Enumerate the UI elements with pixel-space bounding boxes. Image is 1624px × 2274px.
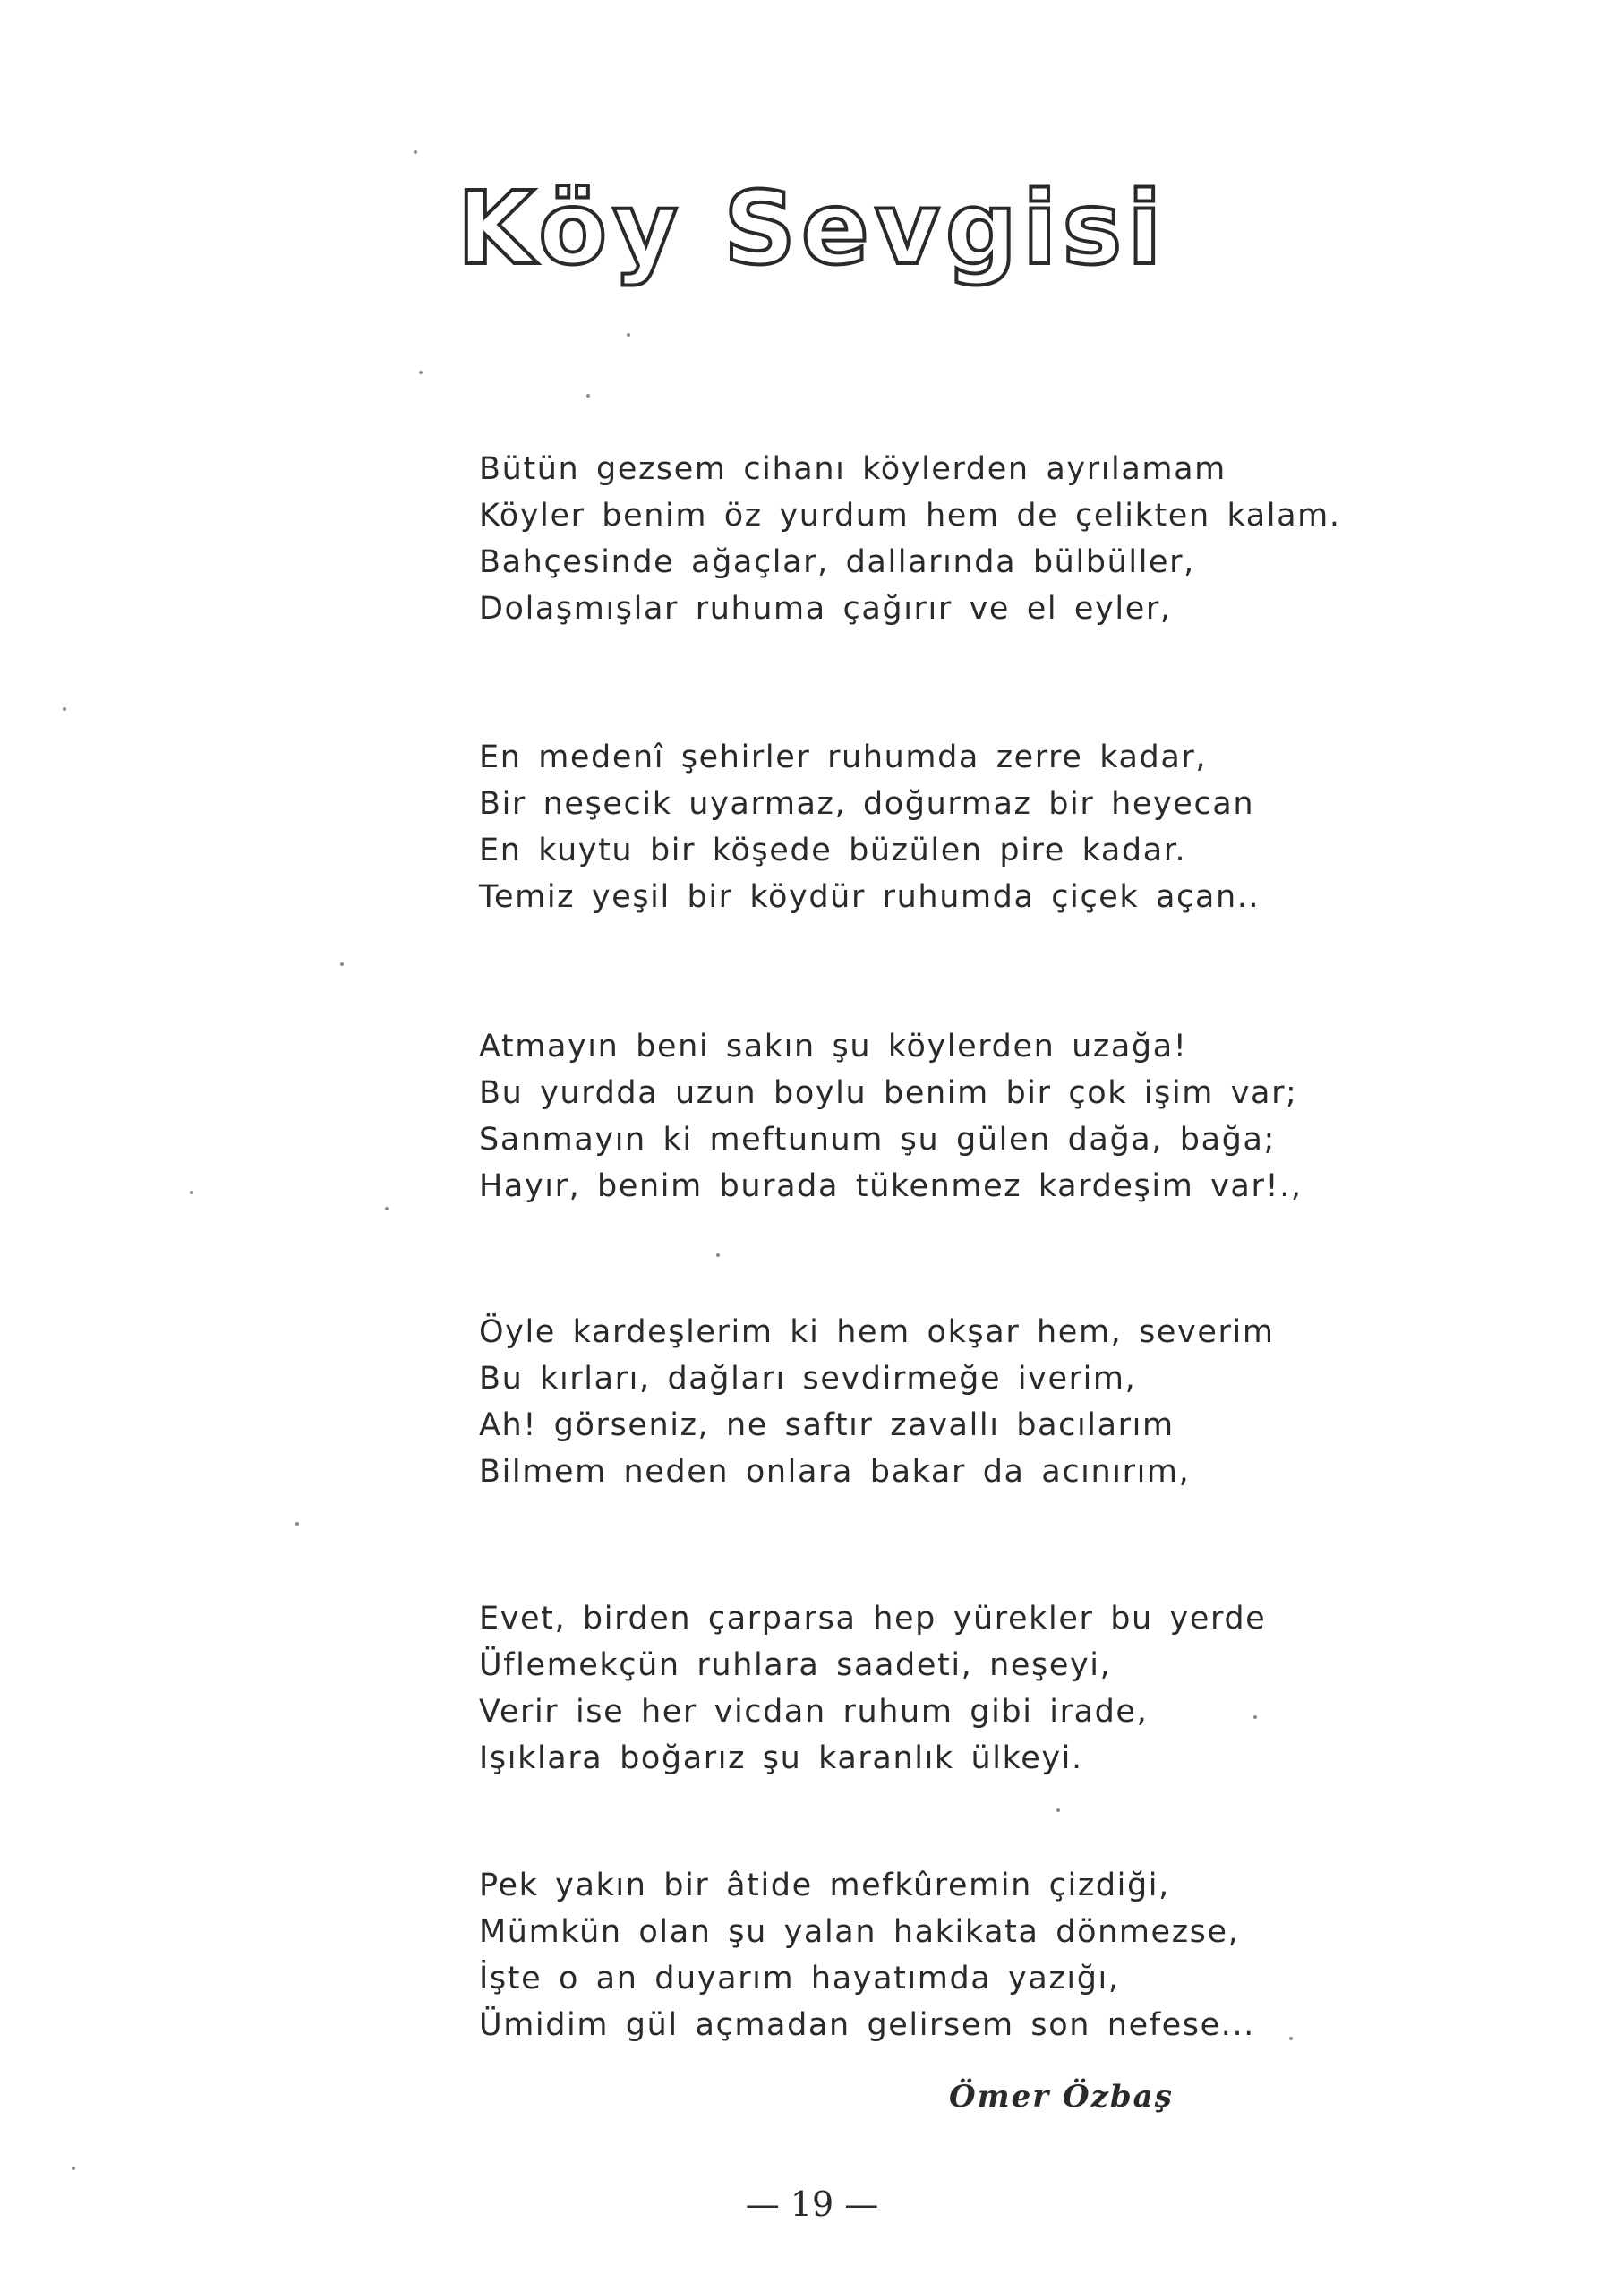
poem-line: Bütün gezsem cihanı köylerden ayrılamam	[479, 451, 1227, 487]
poem-line: Ümidim gül açmadan gelirsem son nefese...	[479, 2007, 1255, 2043]
scan-speck	[627, 333, 630, 337]
poem-line: Evet, birden çarparsa hep yürekler bu yerde	[479, 1601, 1267, 1637]
poem-line: Bir neşecik uyarmaz, doğurmaz bir heyecan	[479, 786, 1255, 822]
scan-speck	[72, 2167, 75, 2170]
stanza-4	[479, 1309, 1374, 1495]
scan-speck	[414, 150, 417, 154]
poem-line: En kuytu bir köşede büzülen pire kadar.	[479, 833, 1187, 868]
poem-line: Ah! görseniz, ne saftır zavallı bacılarım	[479, 1407, 1175, 1443]
scan-speck	[295, 1522, 299, 1526]
scan-speck	[385, 1207, 389, 1210]
poem-line: Hayır, benim burada tükenmez kardeşim var!.,	[479, 1168, 1303, 1204]
poem-line: Üflemekçün ruhlara saadeti, neşeyi,	[479, 1647, 1112, 1683]
poem-line: Temiz yeşil bir köydür ruhumda çiçek açan..	[479, 879, 1261, 915]
poem-line: Öyle kardeşlerim ki hem okşar hem, severim	[479, 1314, 1275, 1350]
poem-line: Bu yurdda uzun boylu benim bir çok işim var;	[479, 1075, 1298, 1111]
stanza-2	[479, 734, 1374, 920]
poem-line: Mümkün olan şu yalan hakikata dönmezse,	[479, 1914, 1240, 1950]
poem-line: Atmayın beni sakın şu köylerden uzağa!	[479, 1029, 1188, 1064]
poem-line: Bu kırları, dağları sevdirmeğe iverim,	[479, 1361, 1137, 1397]
scan-speck	[716, 1253, 720, 1257]
poem-line: Köyler benim öz yurdum hem de çelikten kalam.	[479, 498, 1341, 534]
scan-speck	[63, 707, 66, 711]
poem-line: En medenî şehirler ruhumda zerre kadar,	[479, 739, 1208, 775]
author-signature: Ömer Özbaş	[949, 2079, 1174, 2115]
poem-line: Pek yakın bir âtide mefkûremin çizdiği,	[479, 1868, 1170, 1903]
scan-speck	[1289, 2037, 1293, 2040]
stanza-5	[479, 1595, 1374, 1782]
poem-line: Işıklara boğarız şu karanlık ülkeyi.	[479, 1740, 1083, 1776]
scan-speck	[1253, 1715, 1257, 1719]
scan-speck	[340, 962, 344, 966]
stanza-3	[479, 1023, 1374, 1210]
poem-line: Verir ise her vicdan ruhum gibi irade,	[479, 1694, 1149, 1730]
poem-line: Dolaşmışlar ruhuma çağırır ve el eyler,	[479, 591, 1172, 627]
scan-speck	[190, 1191, 193, 1194]
page-number: — 19 —	[745, 2184, 879, 2224]
scan-speck	[419, 371, 423, 374]
poem-line: Bilmem neden onlara bakar da acınırım,	[479, 1454, 1191, 1490]
poem-line: Bahçesinde ağaçlar, dallarında bülbüller,	[479, 544, 1195, 580]
poem-line: İşte o an duyarım hayatımda yazığı,	[479, 1961, 1120, 1996]
poem-title: Köy Sevgisi	[457, 171, 1167, 287]
scan-speck	[586, 394, 590, 398]
scan-speck	[1056, 1808, 1060, 1812]
stanza-1	[479, 446, 1374, 632]
stanza-6	[479, 1862, 1374, 2048]
poem-line: Sanmayın ki meftunum şu gülen dağa, bağa;	[479, 1122, 1276, 1158]
